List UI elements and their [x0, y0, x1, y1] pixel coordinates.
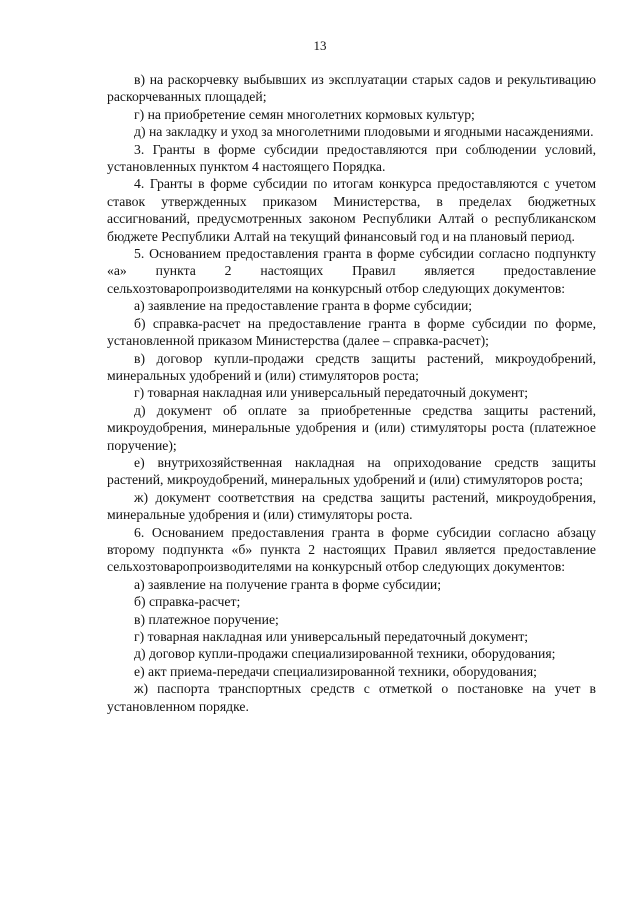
document-body	[107, 71, 596, 715]
paragraph-clause-6-item-d: д) договор купли-продажи специализированной техники, оборудования;	[134, 646, 556, 662]
paragraph-item-v-uprooting: в) на раскорчевку выбывших из эксплуатации старых садов и рекультивацию раскорчеванных площадей;	[107, 72, 596, 105]
paragraph-clause-3: 3. Гранты в форме субсидии предоставляются при соблюдении условий, установленных пунктом 4 настоящего Порядка.	[107, 141, 596, 175]
paragraph-clause-6-item-b: б) справка-расчет;	[134, 594, 241, 610]
paragraph-clause-6-item-e: е) акт приема-передачи специализированной техники, оборудования;	[134, 663, 537, 679]
paragraph-clause-4: 4. Гранты в форме субсидии по итогам конкурса предоставляются с учетом ставок утвержденных приказом Министерства, в пределах бюджетных ассигнований, предусмотренных законом Республики Алтай о республиканском бюджете Республики Алтай на текущий финансовый год и на плановый период.	[107, 176, 596, 244]
paragraph-clause-6-item-zh: ж) паспорта транспортных средств с отметкой о постановке на учет в установленном порядке.	[107, 681, 596, 714]
paragraph-clause-6: 6. Основанием предоставления гранта в форме субсидии согласно абзацу второму подпункта «б» пункта 2 настоящих Правил является предоставление сельхозтоваропроизводителями на конкурсный отбор следующих документов:	[107, 524, 596, 575]
paragraph-clause-5-item-d: д) документ об оплате за приобретенные средства защиты растений, микроудобрения, минеральные удобрения и (или) стимуляторы роста (платежное поручение);	[107, 402, 596, 453]
page-number: 13	[313, 38, 327, 53]
paragraph-item-g-seeds: г) на приобретение семян многолетних кормовых культур;	[134, 106, 475, 122]
paragraph-item-d-plantings: д) на закладку и уход за многолетними плодовыми и ягодными насаждениями.	[134, 124, 594, 140]
paragraph-clause-5-item-b: б) справка-расчет на предоставление гранта в форме субсидии по форме, установленной приказом Министерства (далее – справка-расчет);	[107, 315, 596, 349]
paragraph-clause-5-item-e: е) внутрихозяйственная накладная на оприходование средств защиты растений, микроудобрений, минеральных удобрений и (или) стимуляторов роста;	[107, 454, 596, 488]
paragraph-clause-5: 5. Основанием предоставления гранта в форме субсидии согласно подпункту «а» пункта 2 настоящих Правил является предоставление сельхозтоваропроизводителями на конкурсный отбор следующих документов:	[107, 246, 596, 296]
paragraph-clause-6-item-v: в) платежное поручение;	[134, 611, 279, 627]
paragraph-clause-5-item-zh: ж) документ соответствия на средства защиты растений, микроудобрения, минеральные удобрения и (или) стимуляторы роста.	[107, 489, 596, 523]
paragraph-clause-6-item-g: г) товарная накладная или универсальный передаточный документ;	[134, 629, 529, 644]
paragraph-clause-5-item-g: г) товарная накладная или универсальный передаточный документ;	[134, 385, 529, 401]
paragraph-clause-6-item-a: а) заявление на получение гранта в форме субсидии;	[134, 576, 441, 592]
paragraph-clause-5-item-v: в) договор купли-продажи средств защиты растений, микроудобрений, минеральных удобрений и (или) стимуляторов роста;	[107, 350, 596, 383]
paragraph-clause-5-item-a: а) заявление на предоставление гранта в форме субсидии;	[134, 298, 473, 314]
